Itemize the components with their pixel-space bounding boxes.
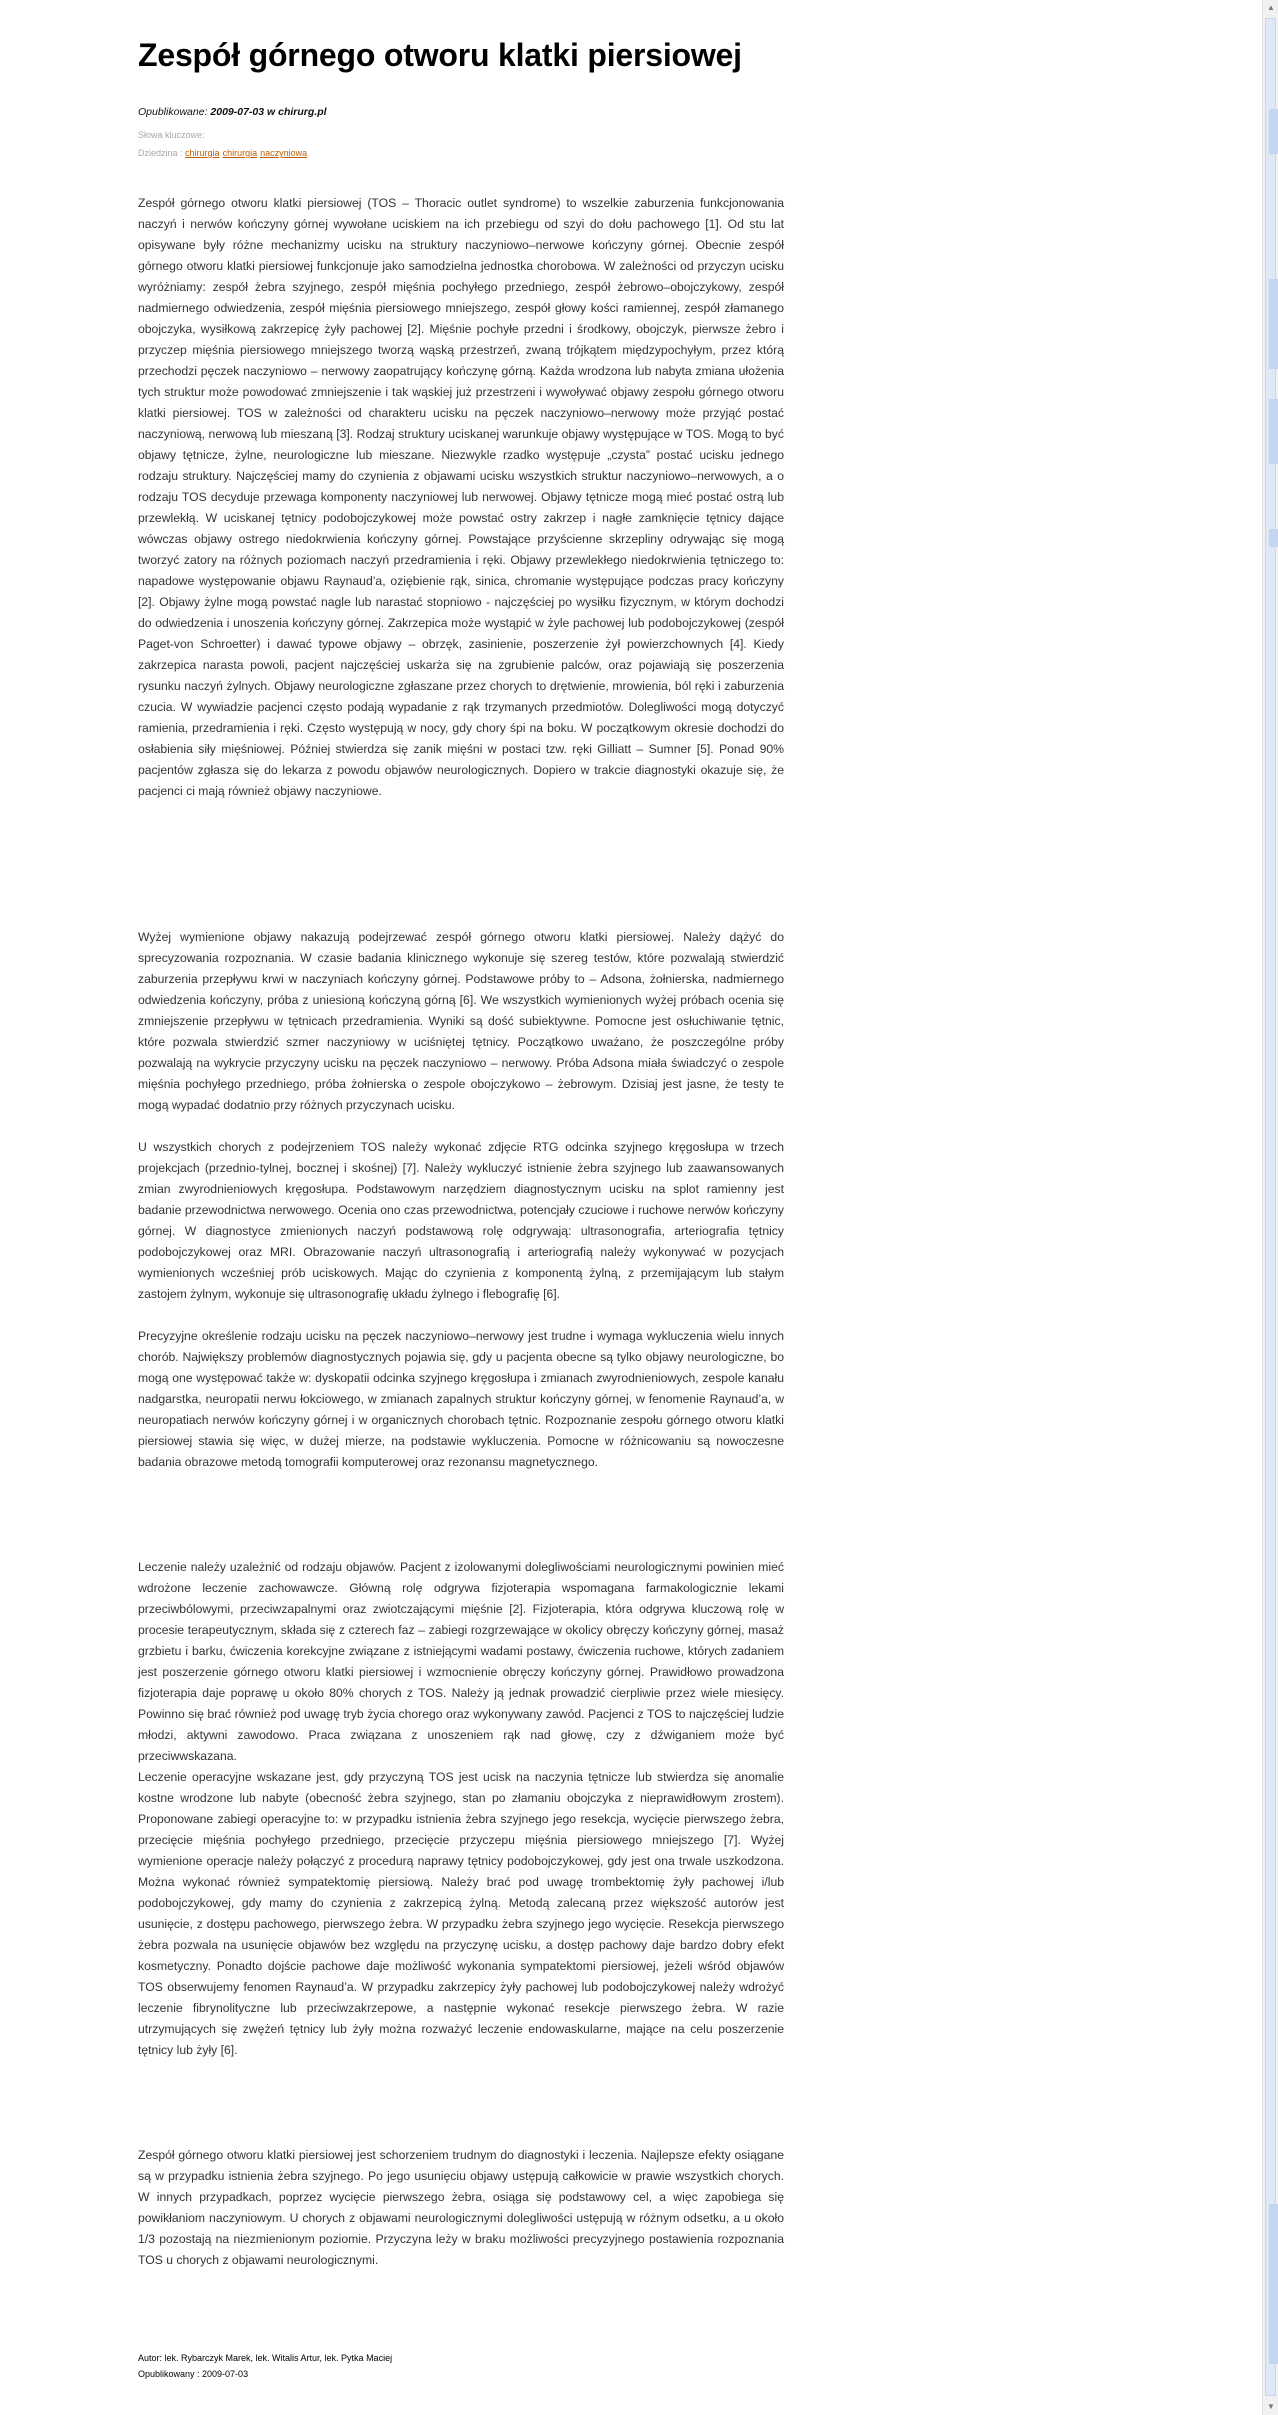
scrollbar-grip [1269, 399, 1278, 464]
published-site: chirurg.pl [278, 106, 327, 118]
article-paragraph: U wszystkich chorych z podejrzeniem TOS należy wykonać zdjęcie RTG odcinka szyjnego kręgosłupa w trzech projekcjach (przednio-tylnej, bocznej i skośnej) [7]. Należy wykluczyć istnienie żebra szyjnego lub zaawansowanych zmian zwyrodnieniowych kręgosłupa. Podstawowym narzędziem diagnostycznym ucisku na splot ramienny jest badanie przewodnictwa nerwowego. Ocenia ono czas przewodnictwa, potencjały czuciowe i ruchowe nerwów kończyny górnej. W diagnostyce zmienionych naczyń podstawową rolę odgrywają: ultrasonografia, arteriografia tętnicy podobojczykowej oraz MRI. Obrazowanie naczyń ultrasonografią i arteriografią należy wykonywać w pozycjach wymienionych wcześniej prób uciskowych. Mając do czynienia z komponentą żylną, z przemijającym lub stałym zastojem żylnym, wykonuje się ultrasonografię układu żylnego i flebografię [6]. [138, 1140, 784, 1301]
article-paragraph: Zespół górnego otworu klatki piersiowej jest schorzeniem trudnym do diagnostyki i leczenia. Najlepsze efekty osiągane są w przypadku istnienia żebra szyjnego. Po jego usunięciu objawy ustępują całkowicie w prawie wszystkich chorych. W innych przypadkach, poprzez wycięcie pierwszego żebra, osiąga się podstawowy cel, a więc zapobiega się powikłaniom naczyniowym. U chorych z objawami neurologicznymi dolegliwości ustępują w różnym odsetku, a u około 1/3 pozostają na niezmienionym poziomie. Przyczyna leży w braku możliwości precyzyjnego postawienia rozpoznania TOS u chorych z objawami neurologicznymi. [138, 2148, 784, 2267]
article-paragraph: Wyżej wymienione objawy nakazują podejrzewać zespół górnego otworu klatki piersiowej. Należy dążyć do sprecyzowania rozpoznania. W czasie badania klinicznego wykonuje się szereg testów, które pozwalają stwierdzić zaburzenia przepływu krwi w naczyniach kończyny górnej. Podstawowe próby to – Adsona, żołnierska, nadmiernego odwiedzenia kończyny, próba z uniesioną kończyną górną [6]. We wszystkich wymienionych wyżej próbach ocenia się zmniejszenie przepływu w tętnicach przedramienia. Wyniki są dość subiektywne. Pomocne jest osłuchiwanie tętnic, które pozwala stwierdzić szmer naczyniowy w uciśniętej tętnicy. Początkowo uważano, że poszczególne próby pozwalają na wykrycie przyczyny ucisku na pęczek naczyniowo – nerwowy. Próba Adsona miała świadczyć o zespole mięśnia pochyłego przedniego, próba żołnierska o zespole obojczykowo – żebrowym. Dzisiaj jest jasne, że testy te mogą wypadać dodatnio przy różnych przyczynach ucisku. [138, 930, 784, 1112]
scroll-up-arrow-icon[interactable]: ▲ [1263, 0, 1278, 16]
published-footer: Opublikowany : 2009-07-03 [138, 2369, 249, 2379]
field-link[interactable]: chirurgia [185, 148, 220, 158]
published-line [138, 106, 327, 118]
article-paragraph: Leczenie należy uzależnić od rodzaju objawów. Pacjent z izolowanymi dolegliwościami neurologicznymi powinien mieć wdrożone leczenie zachowawcze. Główną rolę odgrywa fizjoterapia wspomagana farmakologicznie lekami przeciwbólowymi, przeciwzapalnymi oraz zwiotczającymi mięśnie [2]. Fizjoterapia, która odgrywa kluczową rolę w procesie terapeutycznym, składa się z czterech faz – zabiegi rozgrzewające w okolicy obręczy kończyny górnej, masaż grzbietu i barku, ćwiczenia korekcyjne związane z istniejącymi wadami postawy, ćwiczenia ruchowe, których zadaniem jest poszerzenie górnego otworu klatki piersiowej i wzmocnienie obręczy kończyny górnej. Prawidłowo prowadzona fizjoterapia daje poprawę u około 80% chorych z TOS. Należy ją jednak prowadzić cierpliwie przez wiele miesięcy. Powinno się brać również pod uwagę tryb życia chorego oraz wykonywany zawód. Pacjenci z TOS to najczęściej ludzie młodzi, aktywni zawodowo. Praca związana z unoszeniem rąk nad głowę, czy z dźwiganiem może być przeciwwskazana. [138, 1560, 784, 1763]
field-label: Dziedzina : [138, 148, 183, 158]
field-link[interactable]: naczyniowa [260, 148, 308, 158]
author-line: Autor: lek. Rybarczyk Marek, lek. Witalis Artur, lek. Pytka Maciej [138, 2353, 393, 2363]
article-paragraph: Zespół górnego otworu klatki piersiowej (TOS – Thoracic outlet syndrome) to wszelkie zaburzenia funkcjonowania naczyń i nerwów kończyny górnej wywołane uciskiem na ich przebiegu od szyi do dołu pachowego [1]. Od stu lat opisywane były różne mechanizmy ucisku na struktury naczyniowo–nerwowe kończyny górnej. Obecnie zespół górnego otworu klatki piersiowej funkcjonuje jako samodzielna jednostka chorobowa. W zależności od przyczyn ucisku wyróżniamy: zespół żebra szyjnego, zespół mięśnia pochyłego przedniego, zespół żebrowo–obojczykowy, zespół nadmiernego odwiedzenia, zespół mięśnia piersiowego mniejszego, zespół głowy kości ramiennej, zespół złamanego obojczyka, wysiłkową zakrzepicę żyły pachowej [2]. Mięśnie pochyłe przedni i środkowy, obojczyk, pierwsze żebro i przyczep mięśnia piersiowego mniejszego tworzą wąską przestrzeń, zwaną trójkątem międzypochyłym, przez którą przechodzi pęczek naczyniowo – nerwowy zaopatrujący kończynę górną. Każda wrodzona lub nabyta zmiana ułożenia tych struktur może powodować zmniejszenie i tak wąskiej już przestrzeni i wywoływać objawy zespołu górnego otworu klatki piersiowej. TOS w zależności od charakteru ucisku na pęczek naczyniowo–nerwowy może przyjąć postać naczyniową, nerwową lub mieszaną [3]. Rodzaj struktury uciskanej warunkuje objawy występujące w TOS. Mogą to być objawy tętnicze, żylne, neurologiczne lub mieszane. Niezwykle rzadko występuje „czysta” postać ucisku jednego rodzaju struktury. Najczęściej mamy do czynienia z objawami ucisku wszystkich struktur naczyniowo–nerwowych, a o rodzaju TOS decyduje przewaga komponenty naczyniowej lub nerwowej. Objawy tętnicze mogą mieć postać ostrą lub przewlekłą. W uciskanej tętnicy podobojczykowej może powstać ostry zakrzep i nagłe zamknięcie tętnicy dające wówczas objawy ostrego niedokrwienia kończyny górnej. Powstające przyścienne skrzepliny odrywając się mogą tworzyć zatory na różnych poziomach naczyń przedramienia i ręki. Objawy przewlekłego niedokrwienia tętniczego to: napadowe występowanie objawu Raynaud’a, oziębienie rąk, sinica, chromanie występujące podczas pracy kończyny [2]. Objawy żylne mogą powstać nagle lub narastać stopniowo - najczęściej po wysiłku fizycznym, w którym dochodzi do odwiedzenia i unoszenia kończyny górnej. Zakrzepica może wystąpić w żyle pachowej lub podobojczykowej (zespół Paget-von Schroetter) i dawać typowe objawy – obrzęk, zasinienie, poszerzenie żył powierzchownych [4]. Kiedy zakrzepica narasta powoli, pacjent najczęściej uskarża się na zgrubienie palców, oraz pojawiają się poszerzenia rysunku naczyń żylnych. Objawy neurologiczne zgłaszane przez chorych to drętwienie, mrowienia, ból ręki i zaburzenia czucia. W wywiadzie pacjenci często podają wypadanie z rąk trzymanych przedmiotów. Dolegliwości mogą dotyczyć ramienia, przedramienia i ręki. Często występują w nocy, gdy chory śpi na boku. W początkowym okresie dochodzi do osłabienia siły mięśniowej. Później stwierdza się zanik mięśni w postaci tzw. ręki Gilliatt – Sumner [5]. Ponad 90% pacjentów zgłasza się do lekarza z powodu objawów neurologicznych. Dopiero w trakcie diagnostyki okazuje się, że pacjenci ci mają również objawy naczyniowe. [138, 196, 784, 798]
scroll-down-arrow-icon[interactable]: ▼ [1263, 2399, 1278, 2415]
scrollbar-grip [1269, 279, 1278, 369]
scrollbar-thumb[interactable] [1265, 18, 1276, 2396]
article-paragraph: Precyzyjne określenie rodzaju ucisku na pęczek naczyniowo–nerwowy jest trudne i wymaga wykluczenia wielu innych chorób. Największy problemów diagnostycznych pojawia się, gdy u pacjenta obecne są tylko objawy neurologiczne, bo mogą one występować także w: dyskopatii odcinka szyjnego kręgosłupa i zmianach zwyrodnieniowych, zespole kanału nadgarstka, neuropatii nerwu łokciowego, w zmianach zapalnych struktur kończyny górnej, w fenomenie Raynaud’a, w neuropatiach nerwów kończyny górnej i w organicznych chorobach tętnic. Rozpoznanie zespołu górnego otworu klatki piersiowej stawia się więc, w dużej mierze, na podstawie wykluczenia. Pomocne w różnicowaniu są nowoczesne badania obrazowe metodą tomografii komputerowej oraz rezonansu magnetycznego. [138, 1329, 784, 1469]
article-footer [138, 2350, 392, 2382]
keywords-line [138, 130, 205, 140]
published-date: 2009-07-03 [210, 106, 265, 118]
field-line [138, 148, 310, 158]
keywords-label: Słowa kluczowe: [138, 130, 205, 140]
published-in: w [267, 106, 276, 118]
article-paragraph: Leczenie operacyjne wskazane jest, gdy przyczyną TOS jest ucisk na naczynia tętnicze lub stwierdza się anomalie kostne wrodzone lub nabyte (obecność żebra szyjnego, stan po złamaniu obojczyka z nieprawidłowym zrostem). Proponowane zabiegi operacyjne to: w przypadku istnienia żebra szyjnego jego resekcja, wycięcie pierwszego żebra, przecięcie mięśnia pochyłego przedniego, przecięcie przyczepu mięśnia piersiowego mniejszego [7]. Wyżej wymienione operacje należy połączyć z procedurą naprawy tętnicy podobojczykowej, gdy jest ona trwale uszkodzona. Można wykonać również sympatektomię piersiową. Należy brać pod uwagę trombektomię żyły pachowej i/lub podobojczykowej, gdy mamy do czynienia z zakrzepicą żylną. Metodą zalecaną przez większość autorów jest usunięcie, z dostępu pachowego, pierwszego żebra. W przypadku żebra szyjnego jego wycięcie. Resekcja pierwszego żebra pozwala na usunięcie objawów bez względu na przyczynę ucisku, a dostęp pachowy daje bardzo dobry efekt kosmetyczny. Ponadto dojście pachowe daje możliwość wykonania sympatektomi piersiowej, jeżeli wśród objawów TOS obserwujemy fenomen Raynaud’a. W przypadku zakrzepicy żyły pachowej lub podobojczykowej należy wdrożyć leczenie fibrynolityczne lub przeciwzakrzepowe, a następnie wykonać resekcje pierwszego żebra. W razie utrzymujących się zwężeń tętnicy lub żyły można rozważyć leczenie endowaskularne, mające na celu poszerzenie tętnicy lub żyły [6]. [138, 1770, 784, 2057]
vertical-scrollbar[interactable] [1262, 0, 1278, 2415]
page-title: Zespół górnego otworu klatki piersiowej [138, 37, 742, 73]
published-label: Opublikowane: [138, 106, 208, 118]
scrollbar-grip [1269, 109, 1278, 154]
scrollbar-grip [1269, 529, 1278, 547]
field-link[interactable]: chirurgia [222, 148, 258, 158]
scrollbar-grip [1269, 2204, 1278, 2364]
